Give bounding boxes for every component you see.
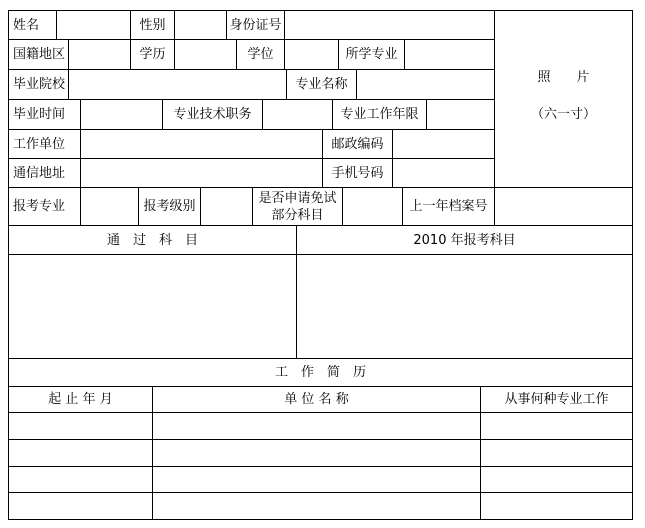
label-name: 姓名 xyxy=(13,17,40,33)
label-id-no: 身份证号 xyxy=(229,17,282,33)
label-mobile: 手机号码 xyxy=(331,165,384,181)
col-header-period: 起 止 年 月 xyxy=(48,392,113,407)
field-exam-major[interactable] xyxy=(81,188,138,225)
field-mobile[interactable] xyxy=(393,159,494,187)
col-header-work: 从事何种专业工作 xyxy=(504,392,609,407)
label-exam-level: 报考级别 xyxy=(143,199,196,214)
label-major: 所学专业 xyxy=(345,47,398,62)
label-school: 毕业院校 xyxy=(13,77,66,92)
field-address[interactable] xyxy=(81,159,322,187)
field-passed-subjects[interactable] xyxy=(9,255,296,358)
header-work-resume: 工 作 简 历 xyxy=(274,365,366,380)
field-name[interactable] xyxy=(57,11,130,39)
field-exam-level[interactable] xyxy=(201,188,252,225)
field-id-no[interactable] xyxy=(285,11,494,39)
field-archive-no[interactable] xyxy=(495,188,632,225)
field-employer[interactable] xyxy=(81,130,322,158)
field-years[interactable] xyxy=(427,100,494,129)
resume-row-1[interactable] xyxy=(9,413,632,439)
label-exempt-line1: 是否申请免试 xyxy=(258,190,337,206)
resume-row-2[interactable] xyxy=(9,440,632,466)
field-major[interactable] xyxy=(405,40,494,69)
field-major-name[interactable] xyxy=(357,70,494,99)
field-degree[interactable] xyxy=(285,40,338,69)
label-gender: 性别 xyxy=(139,17,166,33)
field-education[interactable] xyxy=(175,40,236,69)
field-nationality[interactable] xyxy=(69,40,130,69)
border-right xyxy=(632,10,633,519)
photo-label: 照 片 xyxy=(537,70,590,85)
photo-size: （六一寸） xyxy=(530,107,596,122)
field-exempt[interactable] xyxy=(343,188,402,225)
header-passed-subjects: 通 过 科 目 xyxy=(106,232,198,248)
label-postcode: 邮政编码 xyxy=(331,136,384,152)
col-header-unit: 单 位 名 称 xyxy=(284,392,349,407)
field-title[interactable] xyxy=(263,100,332,129)
label-major-name: 专业名称 xyxy=(295,77,348,92)
label-grad-time: 毕业时间 xyxy=(13,107,66,122)
field-applied-subjects[interactable] xyxy=(297,255,632,358)
label-years: 专业工作年限 xyxy=(340,107,419,122)
field-gender[interactable] xyxy=(175,11,226,39)
label-exempt-line2: 部分科目 xyxy=(271,207,324,223)
label-archive-no: 上一年档案号 xyxy=(409,199,488,214)
field-postcode[interactable] xyxy=(393,130,494,158)
label-title: 专业技术职务 xyxy=(173,107,252,122)
label-nationality: 国籍地区 xyxy=(13,47,66,62)
border-bottom xyxy=(8,519,633,520)
field-grad-time[interactable] xyxy=(81,100,162,129)
header-applied-subjects: 2010 年报考科目 xyxy=(413,232,516,248)
label-address: 通信地址 xyxy=(13,165,66,181)
label-education: 学历 xyxy=(139,47,166,62)
field-school[interactable] xyxy=(69,70,286,99)
photo-box[interactable] xyxy=(495,11,632,187)
resume-row-3[interactable] xyxy=(9,467,632,492)
label-degree: 学位 xyxy=(247,47,274,62)
label-exam-major: 报考专业 xyxy=(13,199,66,214)
resume-row-4[interactable] xyxy=(9,493,632,519)
label-employer: 工作单位 xyxy=(13,136,66,152)
label-exempt xyxy=(253,188,342,225)
